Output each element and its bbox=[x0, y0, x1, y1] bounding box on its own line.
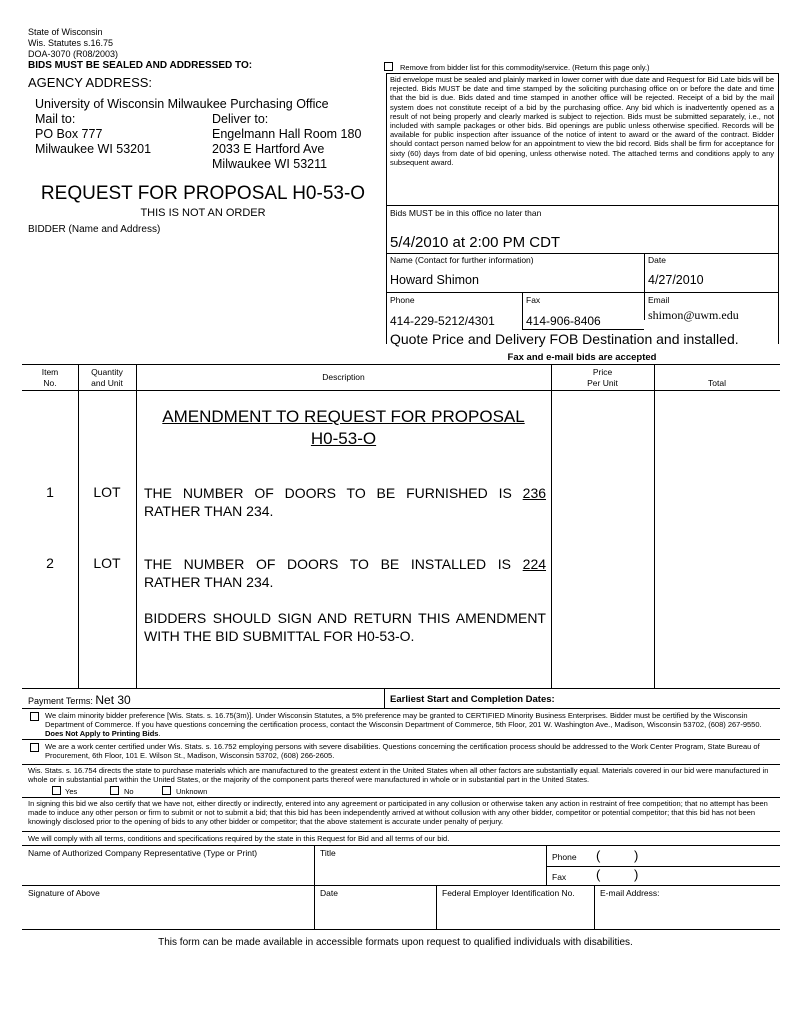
minority-text: We claim minority bidder preference [Wis. Stats. s. 16.75(3m)]. Under Wisconsin Statutes, a 5% preference may be granted to CERTIFIED Minority Business Enterprises. Bidder must be certified by the Wisconsin Department of Commerce. If you have questions concerning the certification process, contact the Wisconsin Department of Commerce, 5th Floor, 201 W. Washington Ave., Madison, Wisconsin 53702, (608) 267-9550. Does Not Apply to Printing Bids. bbox=[45, 711, 762, 739]
not-order-label: THIS IS NOT AN ORDER bbox=[140, 207, 266, 219]
yes-label: Yes bbox=[65, 787, 78, 796]
bidders-note: BIDDERS SHOULD SIGN AND RETURN THIS AMENDMENT WITH THE BID SUBMITTAL FOR H0-53-O. bbox=[144, 610, 546, 644]
row1-desc-post: RATHER THAN 234. bbox=[144, 503, 274, 519]
phone-value: 414-229-5212/4301 bbox=[390, 314, 495, 328]
state-label: State of Wisconsin bbox=[28, 27, 103, 37]
bids-sealed-heading: BIDS MUST BE SEALED AND ADDRESSED TO: bbox=[28, 60, 253, 71]
deadline-value: 5/4/2010 at 2:00 PM CDT bbox=[390, 234, 561, 251]
col-price-header: Price bbox=[592, 367, 613, 377]
col-total-header: Total bbox=[708, 378, 726, 388]
rep-label: Name of Authorized Company Representative (Type or Print) bbox=[28, 848, 258, 858]
fax-label: Fax bbox=[526, 295, 541, 305]
phone-paren-open: ( bbox=[596, 848, 601, 863]
payment-terms bbox=[28, 693, 131, 707]
bid-instructions: Bid envelope must be sealed and plainly marked in lower corner with due date and Request for Bid Late bids will be rejected. Bids MUST be date and time stamped by the soliciting purchasing office on or before the date and time that the bid is due. Bids dated and time stamped in another office will be rejected. Receipt of a bid by the mail system does not constitute receipt of a bid by the purchasing office. Any bid which is inadvertently opened as a result of not being properly and clearly marked is subject to rejection. Bids must be submitted separately, i.e., not included with sample packages or other bids. Bid openings are public unless otherwise specified. Records will be available for public inspection after issuance of the notice of intent to award or the award of the contract. Bidder should contact person named below for an appointment to view the bid record. Bids shall be firm for acceptance for sixty (60) days from date of bid opening, unless otherwise noted. The attached terms and conditions apply to any subsequent award. bbox=[390, 75, 774, 167]
col-item-header-2: No. bbox=[43, 378, 57, 388]
sig-email-label: E-mail Address: bbox=[600, 888, 660, 898]
earliest-dates-label: Earliest Start and Completion Dates: bbox=[390, 694, 555, 705]
payment-terms-label: Payment Terms: bbox=[28, 696, 93, 706]
col-qty-header: Quantity bbox=[91, 367, 123, 377]
contact-label: Name (Contact for further information) bbox=[390, 255, 534, 265]
row2-desc-number: 224 bbox=[522, 556, 547, 572]
row1-desc-number: 236 bbox=[522, 485, 547, 501]
quote-line: Quote Price and Delivery FOB Destination and installed. bbox=[390, 331, 739, 347]
fax-paren-close: ) bbox=[634, 867, 639, 882]
email-value[interactable]: shimon@uwm.edu bbox=[648, 308, 739, 322]
amendment-title-line1: AMENDMENT TO REQUEST FOR PROPOSAL bbox=[162, 407, 525, 426]
mail-to-line2: Milwaukee WI 53201 bbox=[35, 142, 152, 156]
deliver-to-label: Deliver to: bbox=[212, 112, 269, 126]
row2-desc-text: THE NUMBER OF DOORS TO BE INSTALLED IS bbox=[144, 556, 511, 572]
rfp-title: REQUEST FOR PROPOSAL H0-53-O bbox=[40, 183, 366, 204]
amendment-title bbox=[140, 406, 547, 450]
sig-date-label: Date bbox=[320, 888, 338, 898]
contact-value: Howard Shimon bbox=[390, 273, 479, 287]
fax-value: 414-906-8406 bbox=[526, 314, 601, 328]
title-label: Title bbox=[320, 848, 336, 858]
signature-label: Signature of Above bbox=[28, 888, 100, 898]
row2-desc-post: RATHER THAN 234. bbox=[144, 574, 274, 590]
date-value: 4/27/2010 bbox=[648, 273, 704, 287]
remove-bidder-checkbox[interactable] bbox=[384, 62, 393, 71]
unknown-checkbox[interactable] bbox=[162, 786, 171, 795]
deliver-to-line3: Milwaukee WI 53211 bbox=[212, 157, 328, 171]
row1-item: 1 bbox=[46, 484, 54, 500]
form-id: DOA-3070 (R08/2003) bbox=[28, 49, 119, 59]
bidder-label: BIDDER (Name and Address) bbox=[28, 224, 161, 235]
accessible-note: This form can be made available in accessible formats upon request to qualified individuals with disabilities. bbox=[158, 937, 633, 948]
statute-text: Wis. Stats. s. 16.754 directs the state to purchase materials which are manufactured to the greatest extent in the United States when all other factors are substantially equal. Materials covered in our bid were manufactured in whole or in substantial part within the United States, or the majority of the component parts thereof were manufactured in whole or in substantial part in the United States. bbox=[28, 766, 769, 785]
col-item-header: Item bbox=[41, 367, 59, 377]
mail-to-label: Mail to: bbox=[35, 112, 76, 126]
phone-label: Phone bbox=[390, 295, 415, 305]
email-label: Email bbox=[648, 295, 670, 305]
row1-description bbox=[144, 484, 546, 520]
deliver-to-line1: Engelmann Hall Room 180 bbox=[212, 127, 362, 141]
sig-fax-label: Fax bbox=[552, 872, 567, 882]
minority-checkbox[interactable] bbox=[30, 712, 39, 721]
row2-unit: LOT bbox=[93, 555, 121, 571]
statutes-label: Wis. Statutes s.16.75 bbox=[28, 38, 114, 48]
fax-paren-open: ( bbox=[596, 867, 601, 882]
date-label: Date bbox=[648, 255, 666, 265]
col-qty-header-2: and Unit bbox=[91, 378, 123, 388]
row1-desc-text: THE NUMBER OF DOORS TO BE FURNISHED IS bbox=[144, 485, 512, 501]
mail-to-line1: PO Box 777 bbox=[35, 127, 103, 141]
payment-terms-value: Net 30 bbox=[95, 693, 131, 707]
row2-description bbox=[144, 555, 546, 591]
amendment-title-line2: H0-53-O bbox=[310, 429, 377, 448]
phone-paren-close: ) bbox=[634, 848, 639, 863]
agency-name: University of Wisconsin Milwaukee Purchasing Office bbox=[35, 97, 329, 111]
remove-bidder-label: Remove from bidder list for this commodity/service. (Return this page only.) bbox=[400, 63, 650, 72]
col-desc-header: Description bbox=[322, 372, 365, 382]
no-label: No bbox=[124, 787, 134, 796]
minority-bold-note: Does Not Apply to Printing Bids bbox=[45, 729, 159, 739]
fein-label: Federal Employer Identification No. bbox=[442, 888, 575, 898]
fax-email-accepted: Fax and e-mail bids are accepted bbox=[507, 352, 657, 363]
agency-address-label: AGENCY ADDRESS: bbox=[28, 75, 153, 90]
yes-checkbox[interactable] bbox=[52, 786, 61, 795]
deadline-label: Bids MUST be in this office no later than bbox=[390, 208, 542, 218]
deliver-to-line2: 2033 E Hartford Ave bbox=[212, 142, 325, 156]
unknown-label: Unknown bbox=[176, 787, 208, 796]
sig-phone-label: Phone bbox=[552, 852, 577, 862]
col-price-header-2: Per Unit bbox=[587, 378, 618, 388]
workcenter-checkbox[interactable] bbox=[30, 743, 39, 752]
certify-text: In signing this bid we also certify that we have not, either directly or indirectly, entered into any agreement or participated in any collusion or otherwise taken any action in restraint of free competition; that no attempt has been made to induce any other person or firm to submit or not to submit a bid; that this bid has been independently arrived at without collusion with any other bidder, competitor or potential competitor; that this bid has not been knowingly disclosed prior to the opening of bids to any other bidder or competitor; that the above statement is accurate under penalty of perjury. bbox=[28, 799, 768, 827]
row1-unit: LOT bbox=[93, 484, 121, 500]
row2-item: 2 bbox=[46, 555, 54, 571]
no-checkbox[interactable] bbox=[110, 786, 119, 795]
workcenter-text: We are a work center certified under Wis. Stats. s. 16.752 employing persons with severe disabilities. Questions concerning the certification process should be addressed to the Work Center Program, State Bureau of Procurement, 6th Floor, 101 E. Wilson St., Madison, Wisconsin 53702, (608) 266-2605. bbox=[45, 742, 760, 761]
comply-text: We will comply with all terms, conditions and specifications required by the state in this Request for Bid and all terms of our bid. bbox=[28, 834, 450, 843]
